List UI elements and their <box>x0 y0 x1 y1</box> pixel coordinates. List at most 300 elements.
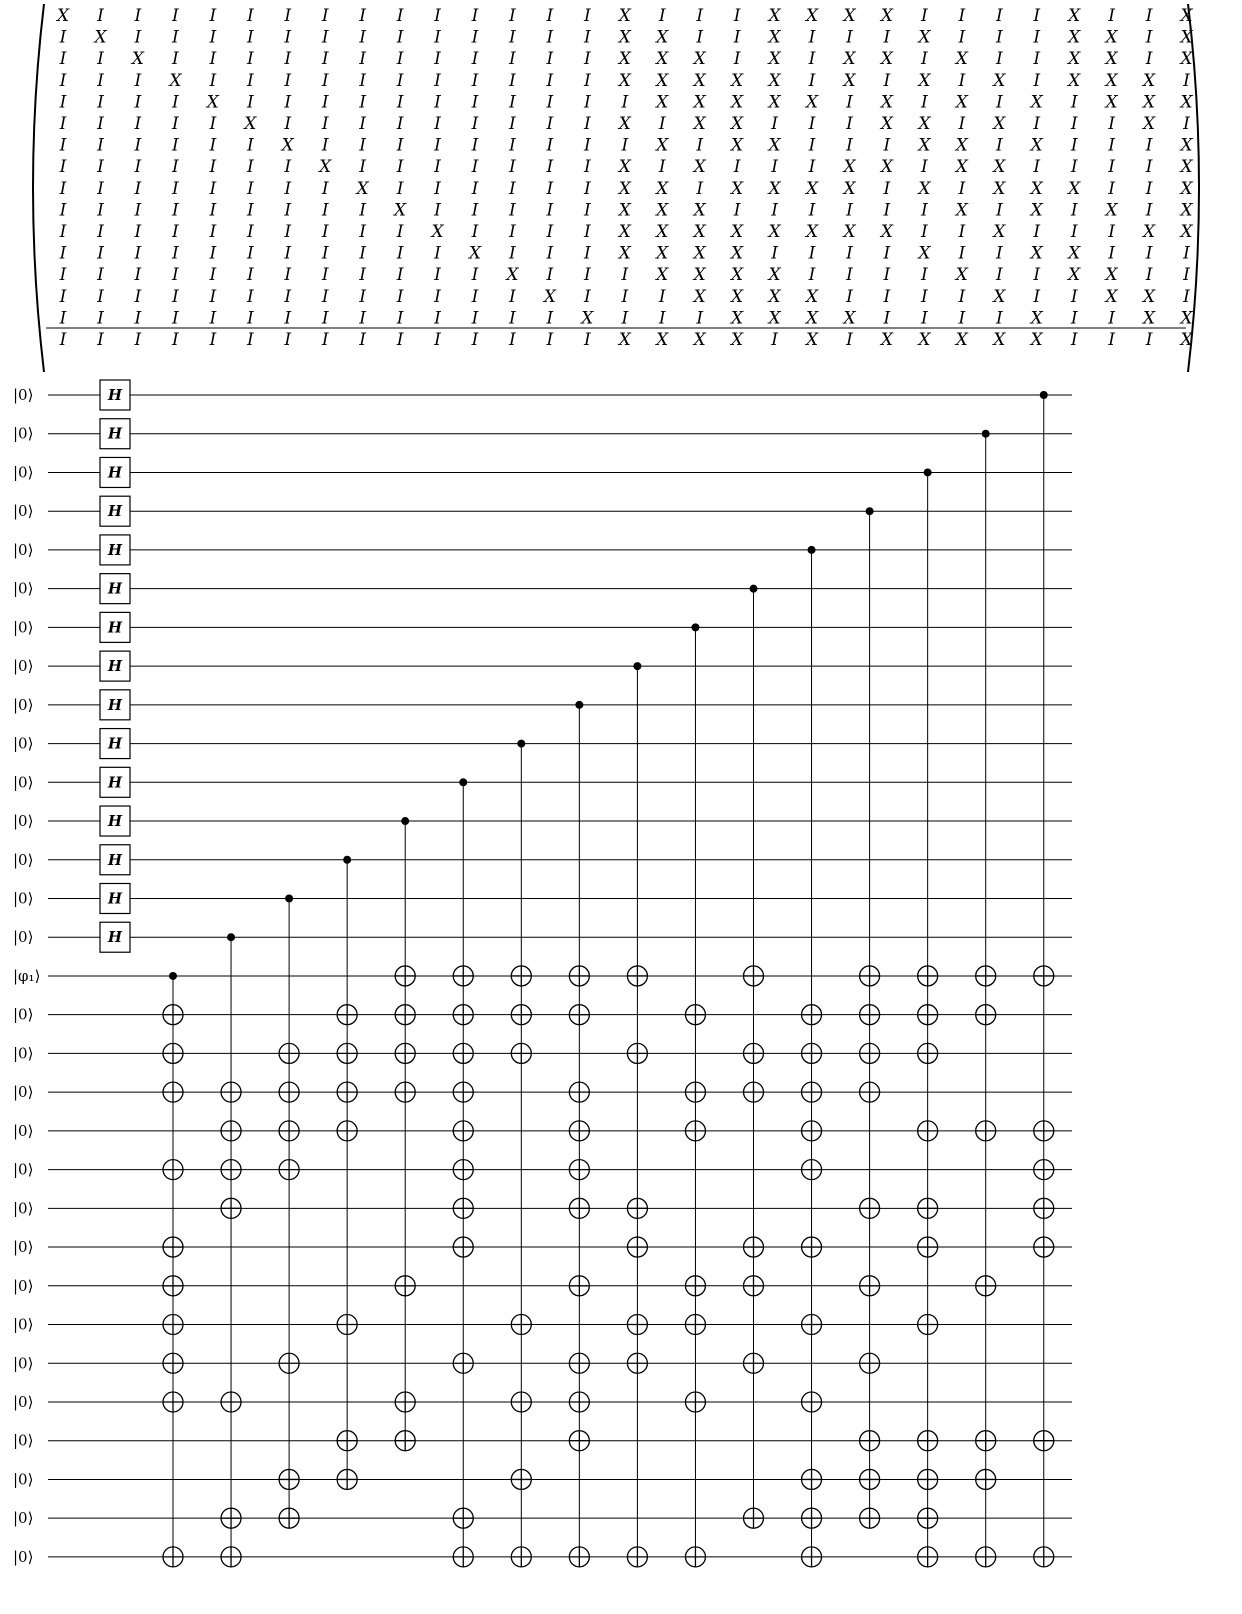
matrix-entry: I <box>1145 135 1153 156</box>
cnot-target <box>802 1508 822 1528</box>
matrix-entry: I <box>246 157 254 178</box>
matrix-entry: X <box>1030 330 1043 350</box>
control-dot <box>169 972 177 980</box>
matrix-entry: X <box>1030 135 1043 156</box>
matrix-entry: I <box>696 6 704 26</box>
matrix-entry: I <box>733 200 741 221</box>
matrix-row <box>59 136 1194 156</box>
matrix-entry: I <box>583 243 591 264</box>
matrix-row <box>59 200 1194 220</box>
matrix-entry: X <box>805 6 819 26</box>
matrix-entry: I <box>958 70 966 91</box>
matrix-entry: X <box>918 70 931 91</box>
cnot-target <box>279 1121 299 1141</box>
matrix-entry: I <box>321 135 329 156</box>
cnot-target <box>860 1005 880 1025</box>
matrix-entry: I <box>471 330 479 350</box>
matrix-entry: X <box>656 222 669 242</box>
cnot-target <box>685 1276 705 1296</box>
matrix-entry: I <box>284 330 292 350</box>
matrix-entry: X <box>1180 200 1193 221</box>
matrix-entry: X <box>843 49 856 70</box>
matrix-entry: I <box>359 330 366 350</box>
matrix-entry: I <box>1033 70 1041 91</box>
matrix-entry: I <box>284 265 292 286</box>
matrix-entry: X <box>768 70 781 91</box>
cnot-target <box>163 1547 183 1567</box>
matrix-entry: I <box>546 92 554 113</box>
matrix-entry: I <box>621 92 629 113</box>
hadamard-gate <box>100 380 130 410</box>
matrix-entry: I <box>471 6 479 26</box>
matrix-entry: I <box>883 27 891 48</box>
matrix-entry: I <box>434 135 441 156</box>
cnot-target <box>569 1198 589 1218</box>
matrix-row <box>59 265 1191 285</box>
cnot-target <box>744 1043 764 1063</box>
matrix-entry: I <box>771 200 778 221</box>
cnot-gate <box>163 972 183 1567</box>
matrix-entry: I <box>172 265 179 286</box>
cnot-target <box>744 1276 764 1296</box>
matrix-entry: I <box>658 6 666 26</box>
matrix-entry: I <box>995 27 1003 48</box>
matrix-entry: I <box>583 200 591 221</box>
matrix-entry: I <box>883 265 891 286</box>
matrix-entry: I <box>471 286 479 307</box>
matrix-entry: I <box>1070 286 1078 307</box>
cnot-target <box>918 1005 938 1025</box>
matrix-entry: X <box>805 308 819 329</box>
matrix-entry: I <box>59 200 67 221</box>
cnot-gate <box>802 546 822 1567</box>
matrix-entry: I <box>359 243 366 264</box>
matrix-entry: I <box>921 222 928 242</box>
matrix-entry: X <box>1030 178 1043 199</box>
matrix-entry: I <box>471 308 479 329</box>
matrix-entry: I <box>696 135 704 156</box>
matrix-entry: I <box>546 27 554 48</box>
matrix-row <box>59 179 1194 199</box>
matrix-entry: X <box>1180 157 1193 178</box>
matrix-entry: I <box>97 49 104 70</box>
matrix-entry: X <box>281 135 294 156</box>
hadamard-gate <box>100 922 130 952</box>
matrix-entry: I <box>359 49 366 70</box>
matrix-entry: I <box>134 330 142 350</box>
matrix-entry: I <box>359 27 366 48</box>
matrix-entry: I <box>209 70 217 91</box>
matrix-entry: X <box>768 27 781 48</box>
cnot-target <box>1034 1198 1054 1218</box>
matrix-entry: I <box>97 114 104 134</box>
matrix-entry: X <box>543 286 556 307</box>
matrix-entry: I <box>995 49 1003 70</box>
matrix-entry: I <box>59 92 67 113</box>
matrix-entry: I <box>396 178 404 199</box>
matrix-entry: I <box>209 265 217 286</box>
matrix-entry: I <box>846 265 853 286</box>
matrix-entry: I <box>1070 157 1078 178</box>
matrix-entry: X <box>618 114 631 134</box>
control-dot <box>227 933 235 941</box>
cnot-target <box>279 1043 299 1063</box>
matrix-entry: I <box>321 49 329 70</box>
matrix-entry: X <box>880 49 893 70</box>
matrix-entry: X <box>843 70 856 91</box>
cnot-target <box>337 1082 357 1102</box>
matrix-entry: I <box>97 286 104 307</box>
cnot-target <box>511 1547 531 1567</box>
matrix-entry: I <box>172 222 179 242</box>
cnot-target <box>1034 1547 1054 1567</box>
cnot-target <box>337 1315 357 1335</box>
matrix-entry: I <box>359 135 366 156</box>
matrix-entry: I <box>509 49 516 70</box>
hadamard-gate <box>100 651 130 681</box>
cnot-target <box>569 1082 589 1102</box>
matrix-entry: X <box>880 222 893 242</box>
matrix-entry: I <box>546 157 554 178</box>
hadamard-label: H <box>107 579 123 598</box>
matrix-entry: I <box>1108 157 1115 178</box>
matrix-entry: I <box>59 178 67 199</box>
matrix-entry: I <box>995 308 1003 329</box>
qubit-label: |0⟩ <box>13 657 34 676</box>
matrix-entry: I <box>921 157 928 178</box>
hadamard-gate <box>100 690 130 720</box>
cnot-target <box>163 1160 183 1180</box>
matrix-entry: I <box>471 178 479 199</box>
matrix-entry: X <box>131 49 144 70</box>
qubit-label: |0⟩ <box>13 1392 34 1411</box>
matrix-entry: I <box>1145 27 1153 48</box>
matrix-entry: X <box>1068 70 1081 91</box>
qubit-label: |0⟩ <box>13 463 34 482</box>
matrix-entry: I <box>1033 49 1041 70</box>
matrix-entry: I <box>59 308 67 329</box>
matrix-entry: X <box>805 92 819 113</box>
matrix-entry: I <box>583 157 591 178</box>
matrix-entry: I <box>808 200 816 221</box>
qubit-label: |0⟩ <box>13 889 34 908</box>
cnot-target <box>627 1043 647 1063</box>
matrix-entry: I <box>59 70 67 91</box>
hadamard-label: H <box>107 734 123 753</box>
matrix-entry: I <box>995 135 1003 156</box>
matrix-entry: I <box>134 178 142 199</box>
control-dot <box>982 430 990 438</box>
cnot-target <box>453 1043 473 1063</box>
matrix-entry: X <box>1068 27 1081 48</box>
cnot-target <box>685 1121 705 1141</box>
matrix-entry: I <box>172 27 179 48</box>
cnot-target <box>685 1082 705 1102</box>
cnot-target <box>627 1547 647 1567</box>
matrix-entry: I <box>808 70 816 91</box>
matrix-entry: I <box>1033 114 1041 134</box>
matrix-entry: I <box>396 265 404 286</box>
matrix-entry: I <box>134 92 142 113</box>
cnot-target <box>918 1508 938 1528</box>
hadamard-gate <box>100 845 130 875</box>
cnot-target <box>221 1508 241 1528</box>
cnot-target <box>918 1469 938 1489</box>
matrix-entry: I <box>359 222 366 242</box>
matrix-entry: X <box>618 330 631 350</box>
matrix-entry: I <box>696 27 704 48</box>
matrix-entry: I <box>883 243 891 264</box>
cnot-target <box>337 1469 357 1489</box>
cnot-target <box>395 1276 415 1296</box>
matrix-entry: X <box>1180 49 1193 70</box>
matrix-entry: I <box>958 6 966 26</box>
cnot-target <box>918 1198 938 1218</box>
matrix-entry: I <box>172 157 179 178</box>
matrix-entry: I <box>509 308 516 329</box>
cnot-target <box>395 1005 415 1025</box>
matrix-entry: I <box>97 178 104 199</box>
cnot-target <box>976 1005 996 1025</box>
cnot-gate <box>395 817 415 1451</box>
matrix-entry: I <box>97 330 104 350</box>
matrix-entry: X <box>768 92 781 113</box>
matrix-entry: I <box>284 200 292 221</box>
matrix-entry: I <box>97 265 104 286</box>
matrix-entry: X <box>955 49 968 70</box>
control-dot <box>401 817 409 825</box>
matrix-entry: I <box>97 243 104 264</box>
matrix-entry: X <box>656 92 669 113</box>
qubit-label: |0⟩ <box>13 386 34 404</box>
qubit-label: |0⟩ <box>13 812 34 831</box>
matrix-row <box>59 28 1194 48</box>
matrix-entry: I <box>509 135 516 156</box>
cnot-gate <box>744 585 764 1529</box>
cnot-target <box>744 1508 764 1528</box>
matrix-entry: I <box>321 6 329 26</box>
matrix-entry: I <box>172 200 179 221</box>
matrix-entry: X <box>731 286 744 307</box>
matrix-entry: I <box>471 114 479 134</box>
cnot-target <box>802 1315 822 1335</box>
matrix-entry: X <box>244 114 257 134</box>
matrix-entry: X <box>843 308 856 329</box>
matrix-entry: I <box>321 308 329 329</box>
matrix-row <box>59 114 1191 134</box>
matrix-entry: X <box>731 265 744 286</box>
matrix-entry: I <box>808 114 816 134</box>
qubit-label: |0⟩ <box>13 1354 34 1373</box>
hadamard-gate <box>100 729 130 759</box>
matrix-entry: I <box>471 92 479 113</box>
matrix-entry: I <box>1033 6 1041 26</box>
cnot-target <box>918 1043 938 1063</box>
matrix-entry: I <box>97 92 104 113</box>
matrix-entry: I <box>509 200 516 221</box>
matrix-entry: I <box>246 222 254 242</box>
matrix-entry: I <box>846 200 853 221</box>
cnot-target <box>453 1160 473 1180</box>
stabilizer-matrix <box>33 4 1199 372</box>
matrix-entry: I <box>621 308 629 329</box>
cnot-target <box>1034 1431 1054 1451</box>
qubit-label: |0⟩ <box>13 1470 34 1489</box>
cnot-target <box>337 1005 357 1025</box>
matrix-entry: I <box>883 308 891 329</box>
matrix-entry: X <box>993 222 1006 242</box>
matrix-entry: I <box>658 157 666 178</box>
matrix-entry: X <box>731 308 744 329</box>
matrix-entry: I <box>733 6 741 26</box>
qubit-label: |0⟩ <box>13 1044 34 1063</box>
matrix-entry: X <box>431 222 444 242</box>
qubit-label: |0⟩ <box>13 1315 34 1334</box>
matrix-entry: X <box>880 114 893 134</box>
matrix-entry: I <box>658 114 666 134</box>
matrix-entry: I <box>621 265 629 286</box>
matrix-entry: I <box>134 157 142 178</box>
matrix-entry: I <box>321 286 329 307</box>
matrix-entry: X <box>805 178 819 199</box>
matrix-entry: I <box>59 243 67 264</box>
matrix-entry: I <box>97 135 104 156</box>
matrix-entry: I <box>883 200 891 221</box>
matrix-entry: I <box>471 70 479 91</box>
matrix-entry: I <box>546 222 554 242</box>
matrix-entry: X <box>843 222 856 242</box>
matrix-entry: I <box>583 70 591 91</box>
hadamard-gate <box>100 767 130 797</box>
matrix-entry: I <box>134 135 142 156</box>
cnot-target <box>860 1508 880 1528</box>
matrix-entry: I <box>1033 27 1041 48</box>
matrix-entry: I <box>97 200 104 221</box>
matrix-entry: X <box>805 286 819 307</box>
matrix-entry: X <box>1180 92 1193 113</box>
matrix-entry: I <box>846 27 853 48</box>
matrix-entry: I <box>471 49 479 70</box>
matrix-entry: I <box>59 157 67 178</box>
cnot-target <box>279 1508 299 1528</box>
cnot-target <box>221 1121 241 1141</box>
matrix-entry: I <box>583 135 591 156</box>
cnot-gate <box>221 933 241 1567</box>
matrix-entry: I <box>583 27 591 48</box>
matrix-entry: I <box>846 243 853 264</box>
matrix-entry: I <box>246 243 254 264</box>
cnot-target <box>918 1237 938 1257</box>
control-dot <box>1040 391 1048 399</box>
matrix-entry: I <box>958 178 966 199</box>
matrix-entry: I <box>396 330 404 350</box>
matrix-entry: I <box>1145 200 1153 221</box>
cnot-target <box>221 1082 241 1102</box>
cnot-target <box>802 1237 822 1257</box>
matrix-entry: I <box>59 135 67 156</box>
matrix-entry: I <box>733 27 741 48</box>
matrix-entry: I <box>1033 222 1041 242</box>
qubit-label: |0⟩ <box>13 695 34 714</box>
matrix-entry: X <box>618 157 631 178</box>
matrix-entry: X <box>1068 49 1081 70</box>
qubit-label: |0⟩ <box>13 1005 34 1024</box>
cnot-target <box>744 966 764 986</box>
matrix-row <box>59 244 1191 264</box>
cnot-target <box>453 1121 473 1141</box>
matrix-entry: I <box>696 308 704 329</box>
matrix-entry: X <box>356 178 369 199</box>
matrix-entry: X <box>918 330 931 350</box>
matrix-entry: I <box>808 243 816 264</box>
matrix-entry: I <box>434 200 441 221</box>
cnot-target <box>163 1237 183 1257</box>
cnot-target <box>569 1392 589 1412</box>
cnot-target <box>802 1469 822 1489</box>
matrix-entry: I <box>246 286 254 307</box>
cnot-gate <box>627 662 647 1567</box>
circuit-gates <box>163 391 1054 1567</box>
cnot-target <box>221 1392 241 1412</box>
cnot-gate <box>511 740 531 1567</box>
matrix-entry: I <box>1108 308 1115 329</box>
matrix-entry: I <box>359 200 366 221</box>
cnot-target <box>860 1198 880 1218</box>
matrix-entry: I <box>509 243 516 264</box>
matrix-entry: I <box>958 114 966 134</box>
matrix-entry: I <box>771 243 778 264</box>
matrix-row <box>59 222 1194 242</box>
matrix-entry: I <box>583 114 591 134</box>
hadamard-gate <box>100 457 130 487</box>
matrix-entry: I <box>396 222 404 242</box>
matrix-entry: I <box>921 308 928 329</box>
matrix-entry: X <box>731 243 744 264</box>
control-dot <box>866 507 874 515</box>
matrix-entry: I <box>958 222 966 242</box>
matrix-entry: I <box>509 330 516 350</box>
matrix-left-paren <box>33 4 44 372</box>
matrix-entry: X <box>656 49 669 70</box>
matrix-entry: I <box>995 265 1003 286</box>
matrix-entry: X <box>618 6 631 26</box>
matrix-entry: I <box>284 114 292 134</box>
cnot-target <box>976 1469 996 1489</box>
matrix-entry: I <box>134 114 142 134</box>
hadamard-label: H <box>107 695 123 714</box>
matrix-entry: I <box>134 286 142 307</box>
matrix-entry: I <box>209 178 217 199</box>
matrix-entry: X <box>843 178 856 199</box>
matrix-entry: I <box>1145 330 1153 350</box>
matrix-entry: X <box>693 222 706 242</box>
cnot-target <box>163 1315 183 1335</box>
matrix-entry: I <box>846 135 853 156</box>
cnot-target <box>163 1353 183 1373</box>
control-dot <box>633 662 641 670</box>
qubit-label: |0⟩ <box>13 1431 34 1450</box>
matrix-entry: I <box>921 286 928 307</box>
matrix-entry: X <box>693 157 706 178</box>
hadamard-gate <box>100 574 130 604</box>
matrix-entry: X <box>768 265 781 286</box>
matrix-entry: X <box>1030 243 1043 264</box>
matrix-entry: I <box>883 178 891 199</box>
matrix-entry: I <box>1070 114 1078 134</box>
matrix-entry: X <box>1143 286 1156 307</box>
matrix-entry: I <box>209 200 217 221</box>
hadamard-label: H <box>107 773 123 792</box>
